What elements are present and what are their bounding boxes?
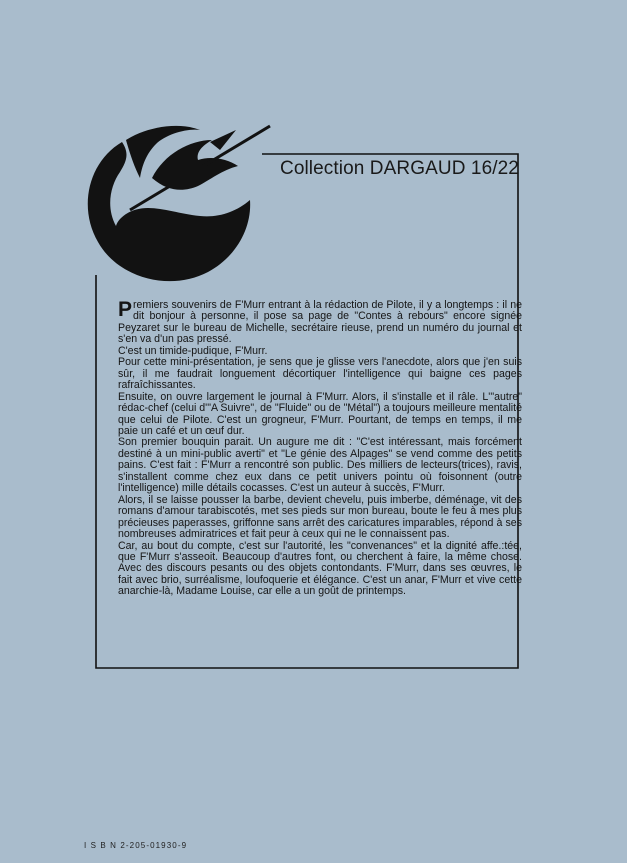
dargaud-bird-logo-icon [60, 100, 290, 300]
drop-cap: P [118, 298, 133, 321]
blurb-paragraph: Ensuite, on ouvre largement le journal à F'Murr. Alors, il s'installe et il râle. L'"autre" rédac-chef (celui d'"A Suivre", de "Fluide" ou de "Métal") a toujours meilleure mentalité que celui de Pilote. C'est un grogneur, F'Murr. Pourtant, de temps en temps, il me paie un café et un œuf dur. [118, 390, 522, 437]
blurb-paragraph: Son premier bouquin parait. Un augure me dit : "C'est intéressant, mais forcément destiné à un mini-public averti" et "Le génie des Alpages" se vend comme des petits pains. C'est fait : F'Murr a rencontré son public. Des milliers de lecteurs(trices), ravis, s'installent comme chez eux dans ce petit univers pointu où foisonnent (outre l'intelligence) mille détails cocasses. C'est un auteur à succès, F'Murr. [118, 436, 522, 495]
blurb-paragraph: Car, au bout du compte, c'est sur l'autorité, les "convenances" et la dignité affe.:tée, que F'Murr s'asseoit. Beaucoup d'autres font, ou cherchent à faire, la même chose. Avec des discours pesants ou des objets contondants. F'Murr, dans ses œuvres, le fait avec brio, surréalisme, loufoquerie et élégance. C'est un anar, F'Murr et vive cette anarchie-là, Madame Louise, car elle a un goût de printemps. [118, 539, 522, 598]
collection-title: Collection DARGAUD 16/22 [280, 158, 519, 179]
blurb-paragraph: C'est un timide-pudique, F'Murr. [118, 344, 268, 357]
blurb-text [118, 300, 522, 598]
isbn-number: I S B N 2-205-01930-9 [84, 841, 188, 850]
blurb-paragraph: Alors, il se laisse pousser la barbe, devient chevelu, puis imberbe, déménage, vit des romans d'amour tarabiscotés, met ses pieds sur mon bureau, boute le feu à mes plus précieuses paperasses, griffonne sans arrêt des caricatures imparables, répond à ses nombreuses admiratrices et fait peur à ceux qui ne le connaissent pas. [118, 493, 522, 541]
blurb-paragraph [118, 300, 522, 346]
blurb-paragraph-text: remiers souvenirs de F'Murr entrant à la rédaction de Pilote, il y a longtemps : il ne dit bonjour à personne, il pose sa page de "Contes à rebours" encore signée Peyzaret sur le bureau de Michelle, secrétaire rieuse, prend un numéro du journal et s'en va d'un pas pressé. [118, 299, 522, 346]
blurb-paragraph: Pour cette mini-présentation, je sens que je glisse vers l'anecdote, alors que j'en suis sûr, il me faudrait longuement décortiquer l'intelligence qui baigne ces pages rafraîchissantes. [118, 356, 522, 392]
